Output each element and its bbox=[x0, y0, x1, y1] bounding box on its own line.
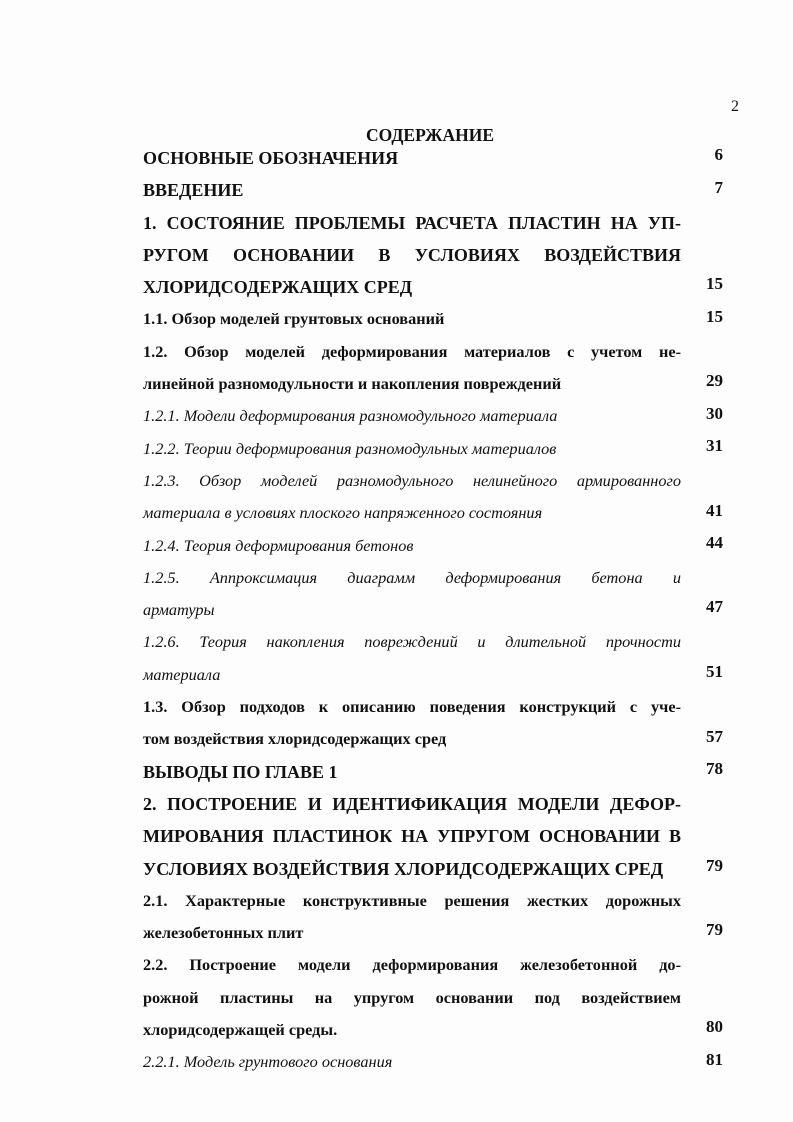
toc-entry-line: 2.2. Построение модели деформирования железобетонной до- bbox=[143, 955, 681, 975]
toc-entry bbox=[143, 623, 723, 688]
toc-entry-line: арматуры bbox=[143, 600, 215, 620]
toc-entry-line: железобетонных плит bbox=[143, 923, 304, 943]
toc-entry bbox=[143, 204, 723, 301]
toc-entry-line: 1.2.1. Модели деформирования разномодульного материала bbox=[143, 406, 558, 426]
toc-page-number: 29 bbox=[706, 371, 723, 391]
toc-entry bbox=[143, 785, 723, 882]
toc-page-number: 31 bbox=[706, 435, 723, 455]
toc-entry-line: 1.3. Обзор подходов к описанию поведения конструкций с уче- bbox=[143, 697, 681, 717]
toc-page-number: 79 bbox=[706, 855, 723, 875]
toc-entry bbox=[143, 688, 723, 753]
toc-entry-line: 2.1. Характерные конструктивные решения жестких дорожных bbox=[143, 890, 681, 910]
toc-entry-line: хлоридсодержащей среды. bbox=[143, 1020, 338, 1040]
toc-entry-line: линейной разномодульности и накопления повреждений bbox=[143, 374, 562, 394]
toc-page-number: 57 bbox=[706, 726, 723, 746]
toc-entry bbox=[143, 946, 723, 1043]
toc-entry bbox=[143, 333, 723, 398]
toc-entry-line: ОСНОВНЫЕ ОБОЗНАЧЕНИЯ bbox=[143, 148, 399, 168]
toc-entry-line: МИРОВАНИЯ ПЛАСТИНОК НА УПРУГОМ ОСНОВАНИИ В bbox=[143, 826, 681, 847]
toc-entry bbox=[143, 559, 723, 624]
toc-entry-line: 1.2.6. Теория накопления повреждений и длительной прочности bbox=[143, 632, 681, 652]
toc-entry bbox=[143, 171, 723, 203]
toc-entry bbox=[143, 397, 723, 429]
toc-entry-line: 1.2. Обзор моделей деформирования материалов с учетом не- bbox=[143, 341, 681, 361]
toc-entry-line: 2. ПОСТРОЕНИЕ И ИДЕНТИФИКАЦИЯ МОДЕЛИ ДЕФОР- bbox=[143, 793, 681, 814]
toc-page-number: 44 bbox=[706, 532, 723, 552]
toc-entry-line: РУГОМ ОСНОВАНИИ В УСЛОВИЯХ ВОЗДЕЙСТВИЯ bbox=[143, 244, 681, 265]
toc-entry-line: ХЛОРИДСОДЕРЖАЩИХ СРЕД bbox=[143, 277, 413, 298]
toc-page-number: 7 bbox=[714, 177, 723, 197]
toc-entry bbox=[143, 753, 723, 785]
toc-page-number: 79 bbox=[706, 920, 723, 940]
toc-entry-line: материала в условиях плоского напряженного состояния bbox=[143, 503, 543, 523]
toc-page-number: 41 bbox=[706, 500, 723, 520]
toc-page-number: 47 bbox=[706, 597, 723, 617]
toc-page-number: 30 bbox=[706, 403, 723, 423]
toc-entry-line: 1.2.2. Теории деформирования разномодульных материалов bbox=[143, 438, 557, 458]
toc-entry bbox=[143, 882, 723, 947]
toc-entry bbox=[143, 300, 723, 332]
toc-entry-line: ВВЕДЕНИЕ bbox=[143, 180, 244, 201]
toc-entry-line: рожной пластины на упругом основании под воздействием bbox=[143, 987, 681, 1007]
toc-page-number: 51 bbox=[706, 662, 723, 682]
toc-entry-line: 1.2.4. Теория деформирования бетонов bbox=[143, 535, 414, 555]
toc-entry-line: том воздействия хлоридсодержащих сред bbox=[143, 729, 447, 749]
page-number: 2 bbox=[731, 98, 739, 115]
toc-title: СОДЕРЖАНИЕ bbox=[365, 125, 494, 145]
toc-page-number: 15 bbox=[706, 274, 723, 294]
toc-entry-line: 1.2.5. Аппроксимация диаграмм деформирования бетона и bbox=[143, 567, 681, 587]
toc-page-number: 6 bbox=[714, 145, 723, 165]
table-of-contents bbox=[143, 139, 723, 1076]
toc-entry-line: 1. СОСТОЯНИЕ ПРОБЛЕМЫ РАСЧЕТА ПЛАСТИН НА УП- bbox=[143, 212, 681, 233]
toc-entry-line: ВЫВОДЫ ПО ГЛАВЕ 1 bbox=[143, 761, 338, 782]
toc-entry bbox=[143, 430, 723, 462]
toc-page-number: 15 bbox=[706, 306, 723, 326]
toc-entry-line: материала bbox=[143, 664, 221, 684]
toc-entry-line: 1.1. Обзор моделей грунтовых оснований bbox=[143, 309, 445, 329]
toc-page-number: 78 bbox=[706, 758, 723, 778]
toc-entry-line: 1.2.3. Обзор моделей разномодульного нелинейного армированного bbox=[143, 470, 681, 490]
toc-entry-line: 2.2.1. Модель грунтового основания bbox=[143, 1052, 393, 1072]
toc-page-number: 81 bbox=[706, 1049, 723, 1069]
toc-entry bbox=[143, 527, 723, 559]
toc-entry bbox=[143, 462, 723, 527]
toc-entry-line: УСЛОВИЯХ ВОЗДЕЙСТВИЯ ХЛОРИДСОДЕРЖАЩИХ СРЕД bbox=[143, 858, 664, 879]
toc-entry bbox=[143, 139, 723, 171]
toc-entry bbox=[143, 1043, 723, 1075]
toc-page-number: 80 bbox=[706, 1017, 723, 1037]
